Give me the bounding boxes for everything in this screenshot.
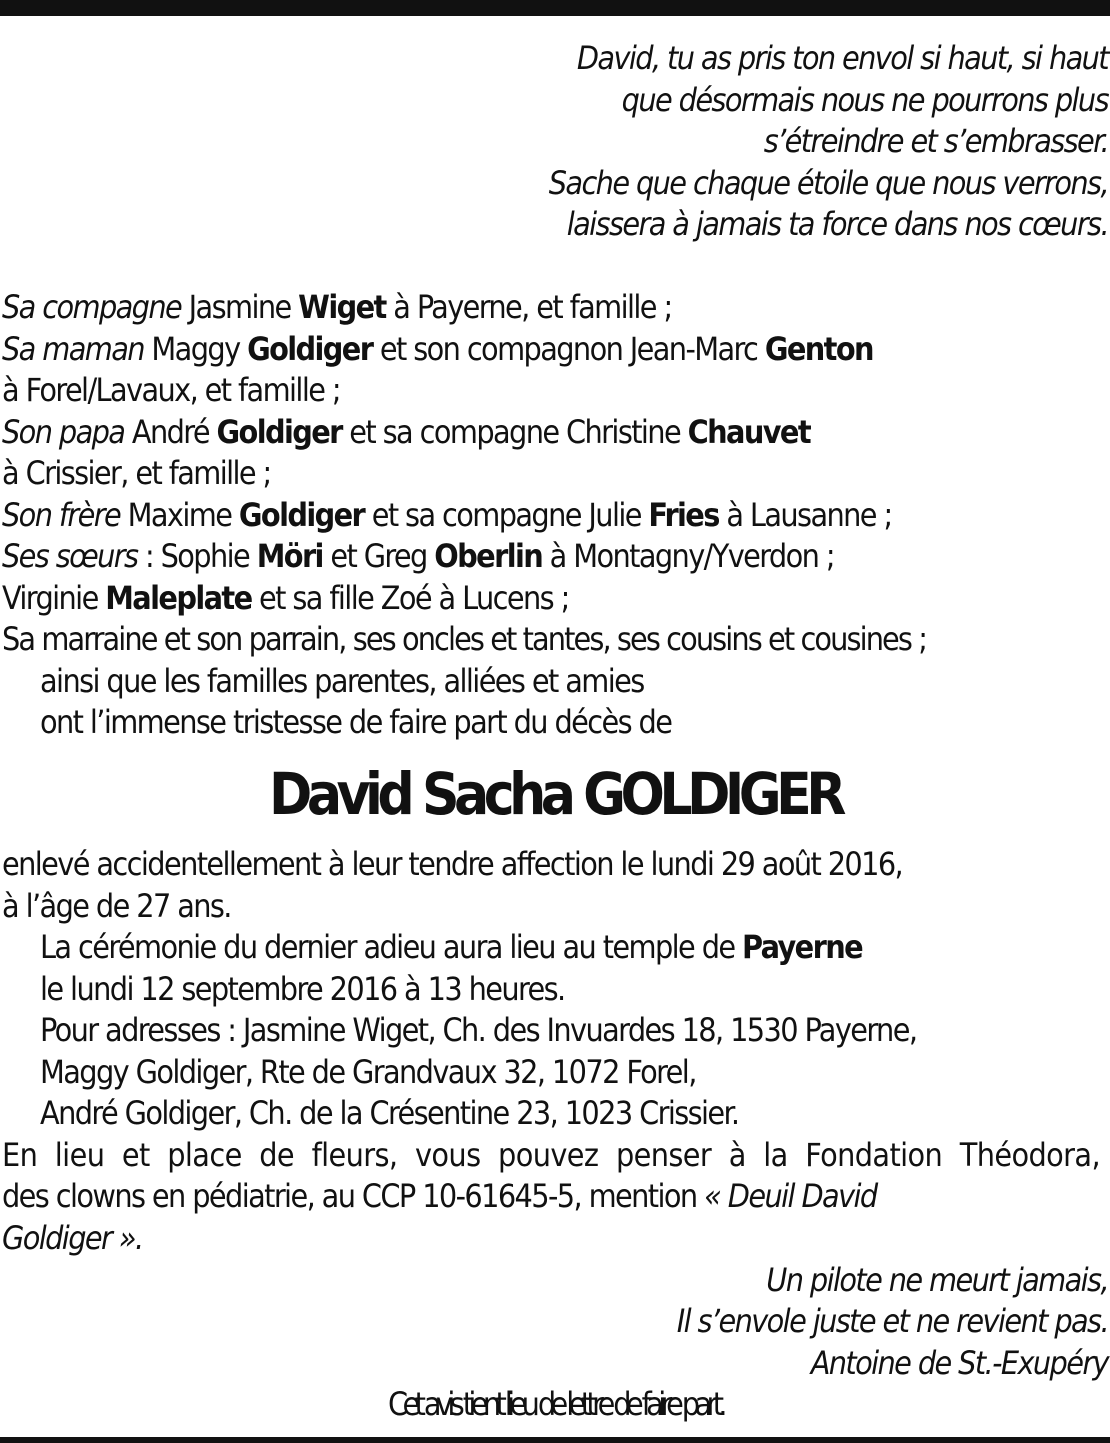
poem-line: Sache que chaque étoile que nous verrons, xyxy=(548,164,1108,202)
family-line: ont l’immense tristesse de faire part du décès de xyxy=(40,703,672,741)
address-line: Pour adresses : Jasmine Wiget, Ch. des Invuardes 18, 1530 Payerne, xyxy=(40,1011,917,1049)
address-line: Maggy Goldiger, Rte de Grandvaux 32, 1072 Forel, xyxy=(40,1053,696,1091)
family-line: Sa maman Maggy Goldiger et son compagnon Jean-Marc Genton xyxy=(2,330,873,368)
family-line: Son papa André Goldiger et sa compagne Christine Chauvet xyxy=(2,413,811,451)
ceremony-line: le lundi 12 septembre 2016 à 13 heures. xyxy=(40,970,565,1008)
poem-line: s’étreindre et s’embrasser. xyxy=(763,122,1108,160)
family-line: ainsi que les familles parentes, alliées et amies xyxy=(40,662,644,700)
quote-line: Il s’envole juste et ne revient pas. xyxy=(676,1302,1108,1340)
detail-line: à l’âge de 27 ans. xyxy=(2,887,231,925)
top-rule xyxy=(0,0,1110,16)
family-line: Son frère Maxime Goldiger et sa compagne Julie Fries à Lausanne ; xyxy=(2,496,892,534)
family-line: à Forel/Lavaux, et famille ; xyxy=(2,371,340,409)
family-line: Ses sœurs : Sophie Möri et Greg Oberlin à Montagny/Yverdon ; xyxy=(2,537,834,575)
family-line: Sa marraine et son parrain, ses oncles et tantes, ses cousins et cousines ; xyxy=(2,620,927,658)
poem-line: que désormais nous ne pourrons plus xyxy=(621,81,1108,119)
family-line: Virginie Maleplate et sa fille Zoé à Lucens ; xyxy=(2,579,569,617)
address-line: André Goldiger, Ch. de la Crésentine 23, 1023 Crissier. xyxy=(40,1094,739,1132)
closing-statement: Cet avis tient lieu de lettre de faire part. xyxy=(388,1385,722,1423)
quote-line: Un pilote ne meurt jamais, xyxy=(766,1261,1108,1299)
deceased-name: David Sacha GOLDIGER xyxy=(269,760,841,828)
ceremony-line: La cérémonie du dernier adieu aura lieu au temple de Payerne xyxy=(40,928,863,966)
family-line: à Crissier, et famille ; xyxy=(2,454,271,492)
donation-line: En lieu et place de fleurs, vous pouvez penser à la Fondation Théodora, xyxy=(2,1136,1100,1174)
poem-line: David, tu as pris ton envol si haut, si haut xyxy=(576,39,1108,77)
donation-line: des clowns en pédiatrie, au CCP 10-61645-5, mention « Deuil David xyxy=(2,1177,877,1215)
quote-author: Antoine de St.-Exupéry xyxy=(810,1344,1108,1382)
family-line: Sa compagne Jasmine Wiget à Payerne, et famille ; xyxy=(2,288,672,326)
bottom-rule xyxy=(0,1437,1110,1443)
donation-line: Goldiger ». xyxy=(2,1219,143,1257)
poem-line: laissera à jamais ta force dans nos cœurs. xyxy=(566,205,1108,243)
detail-line: enlevé accidentellement à leur tendre affection le lundi 29 août 2016, xyxy=(2,845,903,883)
